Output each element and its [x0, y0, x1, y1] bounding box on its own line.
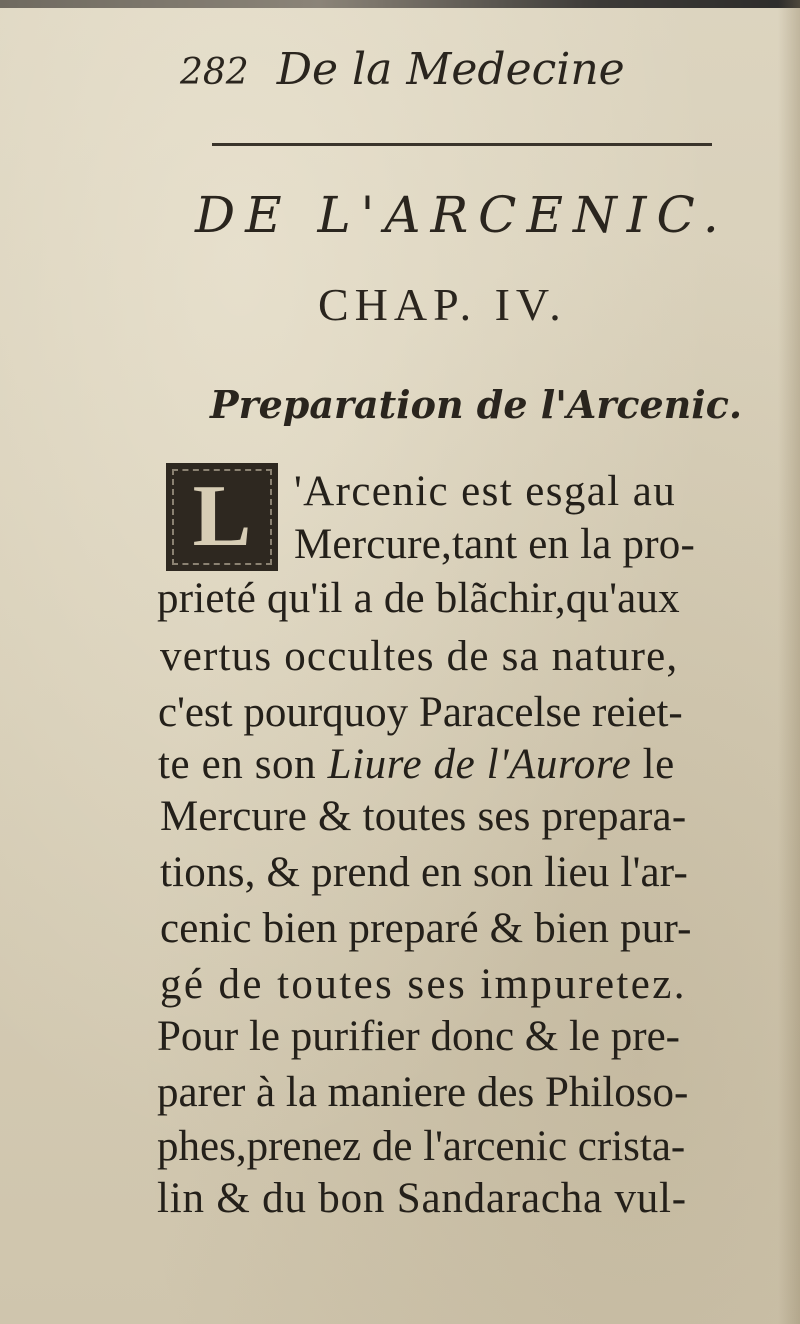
chapter-title: DE L'ARCENIC. [195, 186, 729, 244]
initial-ornament-border [172, 469, 272, 565]
header-rule [212, 143, 712, 146]
chapter-number: CHAP. IV. [318, 279, 567, 330]
ornamental-initial [166, 463, 278, 571]
text-line: gé de toutes ses impuretez. [160, 961, 687, 1008]
text-line: tions, & prend en son lieu l'ar- [160, 849, 688, 896]
text-line: phes,prenez de l'arcenic crista- [157, 1123, 686, 1170]
text-line: Pour le purifier donc & le pre- [157, 1013, 680, 1060]
running-title: De la Medecine [276, 44, 625, 95]
section-subtitle: Preparation de l'Arcenic. [210, 382, 743, 427]
text-line [158, 738, 675, 792]
text-line: prieté qu'il a de blãchir,qu'aux [157, 575, 680, 622]
text-line: lin & du bon Sandaracha vul- [157, 1175, 687, 1222]
page-number: 282 [180, 52, 249, 93]
text-segment: le [631, 741, 675, 788]
text-line: c'est pourquoy Paracelse reiet- [158, 689, 683, 736]
text-line: vertus occultes de sa nature, [160, 633, 679, 680]
page-right-edge [778, 0, 800, 1324]
running-head [180, 40, 680, 100]
text-line: Mercure,tant en la pro- [294, 521, 695, 568]
text-line: 'Arcenic est esgal au [294, 468, 677, 515]
book-title-italic: Liure de l'Aurore [327, 741, 632, 788]
text-segment: te en son [158, 741, 328, 788]
text-line: parer à la maniere des Philoso- [157, 1069, 689, 1116]
text-line: cenic bien preparé & bien pur- [160, 905, 692, 952]
page-top-edge [0, 0, 800, 8]
text-line: Mercure & toutes ses prepara- [160, 793, 687, 840]
drop-cap-letter: L [192, 468, 252, 565]
